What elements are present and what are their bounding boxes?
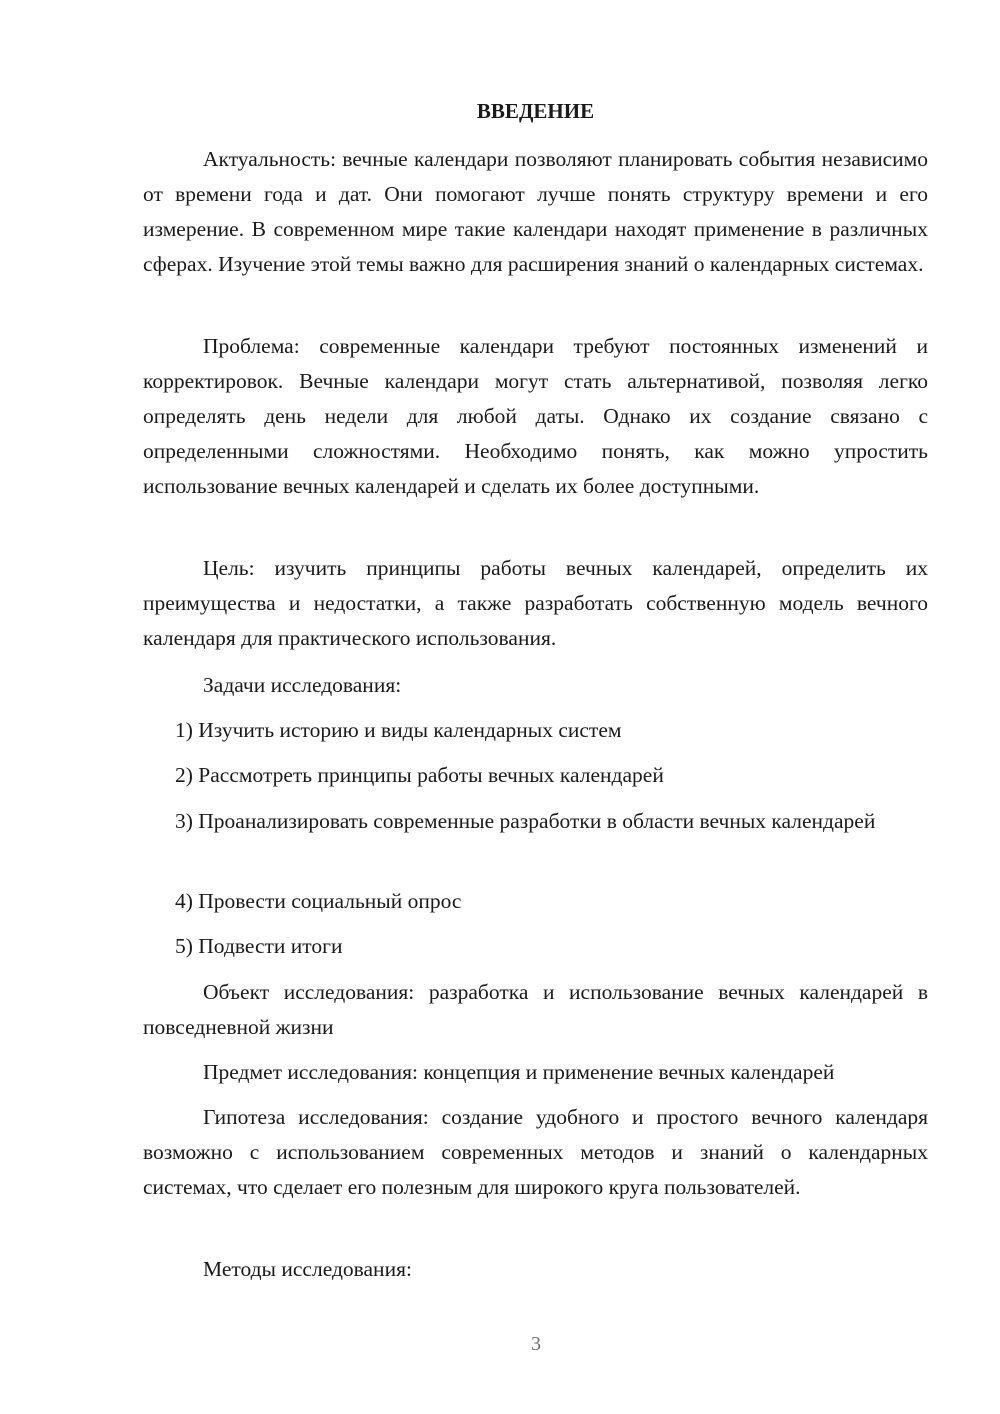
paragraph-subject: Предмет исследования: концепция и применение вечных календарей: [203, 1060, 835, 1084]
task-item-3: 3) Проанализировать современные разработки в области вечных календарей: [175, 809, 876, 833]
task-item-1: 1) Изучить историю и виды календарных систем: [175, 718, 622, 742]
paragraph-tasks-heading: Задачи исследования:: [203, 673, 402, 697]
task-item-5: 5) Подвести итоги: [175, 934, 343, 958]
task-item-2: 2) Рассмотреть принципы работы вечных календарей: [175, 763, 664, 787]
paragraph-methods: Методы исследования:: [203, 1257, 412, 1281]
page-number: 3: [531, 1333, 541, 1355]
paragraph-object: Объект исследования: разработка и использование вечных календарей в повседневной жизни: [143, 980, 928, 1039]
paragraph-relevance: Актуальность: вечные календари позволяют планировать события независимо от времени года и дат. Они помогают лучше понять структуру времени и его измерение. В современном мире такие календари находят применение в различных сферах. Изучение этой темы важно для расширения знаний о календарных системах.: [143, 147, 928, 276]
paragraph-problem: Проблема: современные календари требуют постоянных изменений и корректировок. Вечные календари могут стать альтернативой, позволяя легко определять день недели для любой даты. Однако их создание связано с определенными сложностями. Необходимо понять, как можно упростить использование вечных календарей и сделать их более доступными.: [143, 334, 928, 498]
page-title: ВВЕДЕНИЕ: [476, 99, 595, 123]
paragraph-hypothesis: Гипотеза исследования: создание удобного и простого вечного календаря возможно с использованием современных методов и знаний о календарных системах, что сделает его полезным для широкого круга пользователей.: [143, 1105, 928, 1199]
paragraph-goal: Цель: изучить принципы работы вечных календарей, определить их преимущества и недостатки, а также разработать собственную модель вечного календаря для практического использования.: [143, 556, 928, 650]
task-item-4: 4) Провести социальный опрос: [175, 889, 462, 913]
